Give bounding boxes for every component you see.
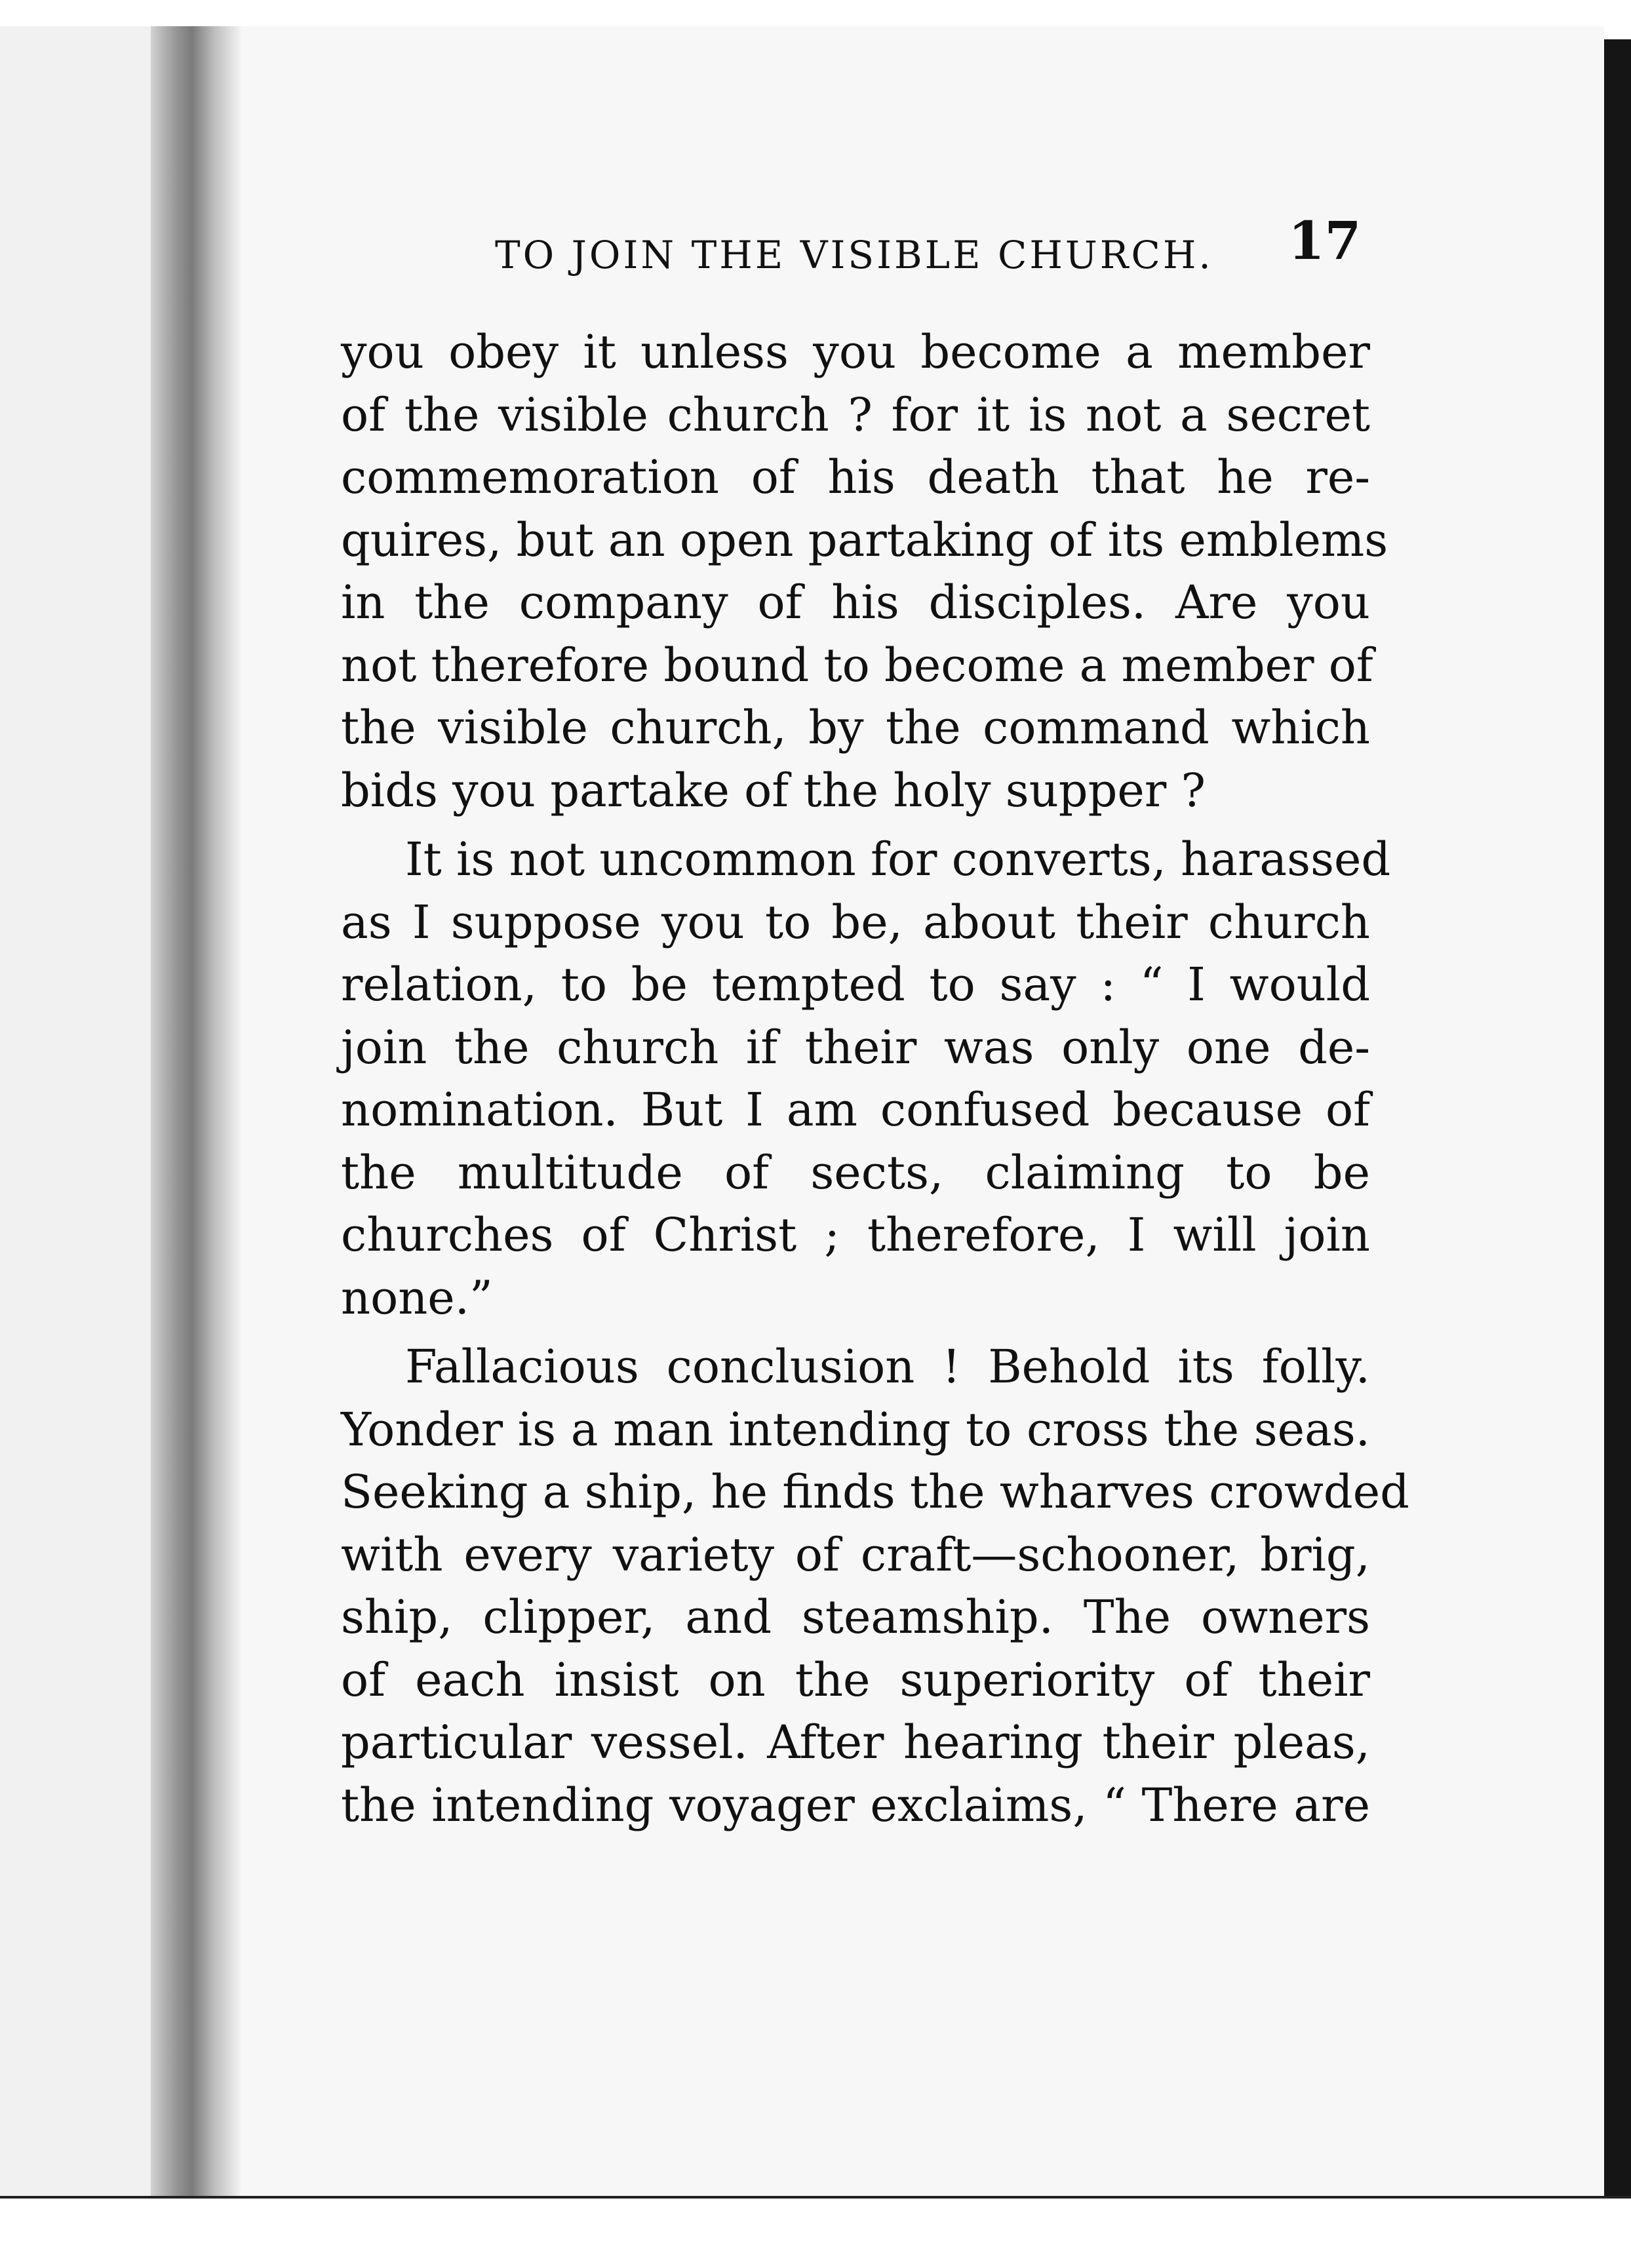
text-line: with every variety of craft—schooner, brig, — [341, 1527, 1370, 1582]
text-line: Yonder is a man intending to cross the seas. — [341, 1402, 1370, 1457]
text-line: the visible church, by the command which — [341, 701, 1370, 754]
text-line: the multitude of sects, claiming to be — [341, 1145, 1370, 1200]
facing-page — [0, 26, 152, 2196]
text-line: join the church if their was only one de- — [341, 1020, 1370, 1074]
text-line: nomination. But I am confused because of — [341, 1083, 1370, 1137]
text-line: the intending voyager exclaims, “ There are — [341, 1778, 1370, 1832]
text-line: as I suppose you to be, about their church — [341, 895, 1370, 949]
text-line: you obey it unless you become a member — [341, 325, 1370, 379]
book-gutter — [152, 26, 241, 2196]
page-number: 17 — [1288, 210, 1362, 271]
text-line: quires, but an open partaking of its emblems — [341, 513, 1388, 567]
scan-bottom-margin — [0, 2196, 1631, 2268]
scan-top-margin — [0, 0, 1631, 26]
page-edge-shadow — [1604, 39, 1631, 2202]
text-line: Seeking a ship, he finds the wharves crowded — [341, 1465, 1409, 1519]
text-line: bids you partake of the holy supper ? — [341, 763, 1206, 817]
text-line: of each insist on the superiority of their — [341, 1652, 1370, 1707]
text-line: in the company of his disciples. Are you — [341, 576, 1370, 629]
text-line: commemoration of his death that he re- — [341, 450, 1370, 504]
text-line: none.” — [341, 1270, 493, 1325]
text-line: not therefore bound to become a member of — [341, 638, 1373, 692]
text-line: of the visible church ? for it is not a secret — [341, 387, 1370, 442]
running-head: TO JOIN THE VISIBLE CHURCH. — [495, 233, 1213, 277]
text-line: particular vessel. After hearing their pleas, — [341, 1715, 1370, 1769]
text-line: It is not uncommon for converts, harassed — [405, 832, 1391, 886]
body-text — [341, 321, 1409, 1837]
text-line: ship, clipper, and steamship. The owners — [341, 1590, 1370, 1644]
text-line: churches of Christ ; therefore, I will join — [341, 1208, 1370, 1262]
text-line: relation, to be tempted to say : “ I would — [341, 958, 1370, 1011]
text-line: Fallacious conclusion ! Behold its folly. — [405, 1340, 1370, 1394]
